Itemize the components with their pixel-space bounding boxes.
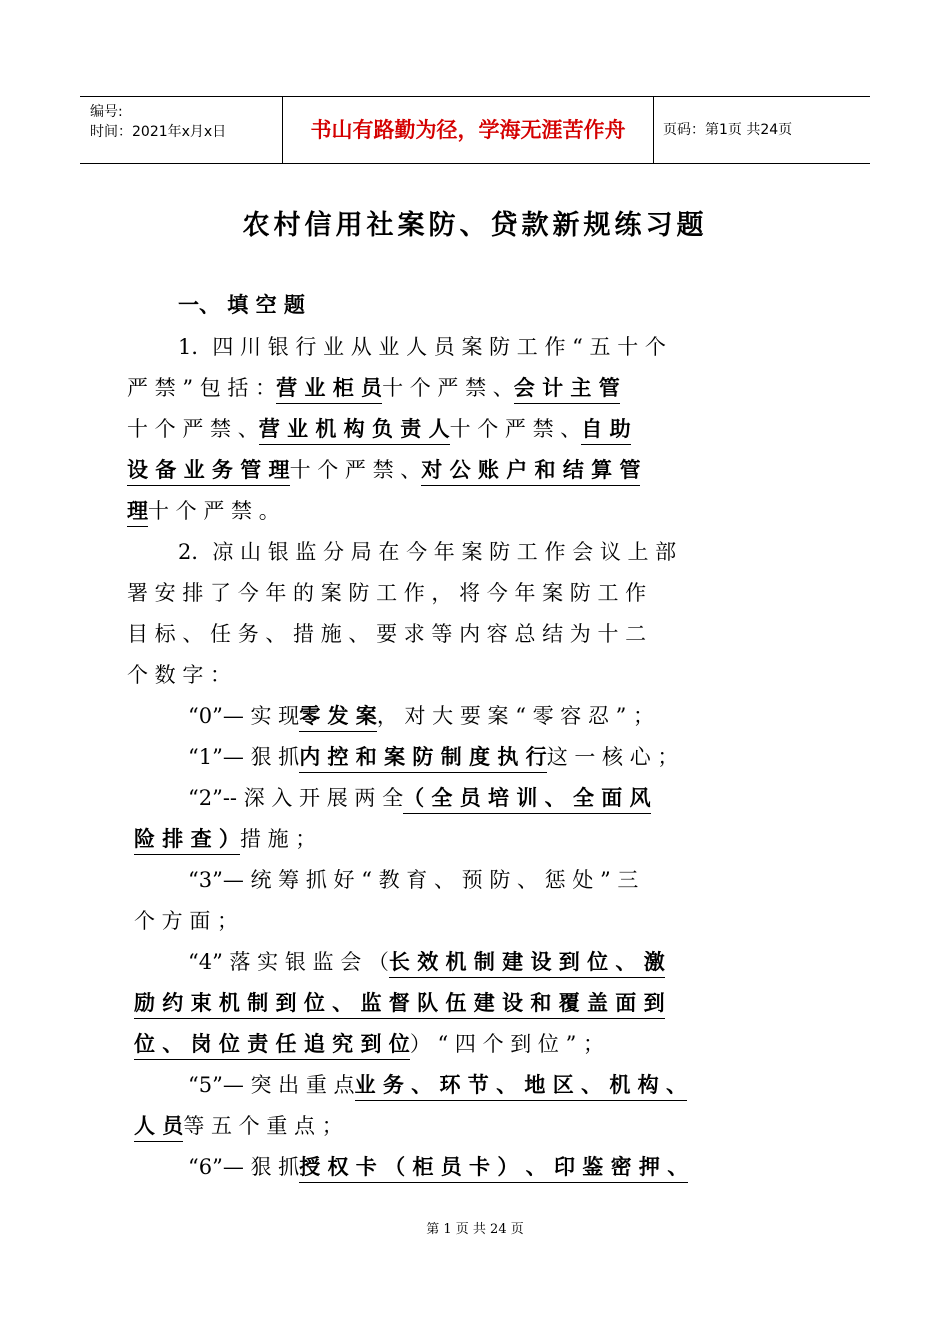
q1-answer-equipment: 设 备 业 务 管 理	[127, 455, 290, 486]
item-answer: （ 全 员 培 训 、 全 面 风	[403, 783, 651, 814]
item-answer: 业 务 、 环 节 、 地 区 、 机 构 、	[355, 1070, 687, 1101]
item-text: 这 一 核 心 ；	[546, 745, 679, 769]
item-answer: 长 效 机 制 建 设 到 位 、 激	[389, 947, 665, 978]
page-footer: 第 1 页 共 24 页	[426, 1222, 524, 1237]
item-answer: 励 约 束 机 制 到 位 、 监 督 队 伍 建 设 和 覆 盖 面 到	[134, 988, 665, 1019]
q1-answer-accounts: 对 公 账 户 和 结 算 管	[421, 455, 640, 486]
item-answer: 人 员	[134, 1111, 183, 1142]
header-page-info	[653, 97, 870, 163]
item-answer: 授 权 卡 （ 柜 员 卡 ） 、 印 鉴 密 押 、	[299, 1152, 688, 1183]
item-5	[188, 1070, 687, 1100]
item-text: “2”-- 深 入 开 展 两 全	[188, 786, 404, 810]
header-meta	[80, 97, 282, 163]
item-text: ） “ 四 个 到 位 ” ；	[409, 1032, 605, 1056]
q1-line-5	[127, 496, 280, 526]
item-text: “4” 落 实 银 监 会 （	[188, 950, 389, 974]
document-title: 农村信用社案防、贷款新规练习题	[242, 210, 708, 241]
item-text: “6”— 狠 抓	[188, 1155, 300, 1179]
item-4-cont-1	[134, 988, 665, 1018]
item-0	[188, 701, 654, 731]
q1-answer-self-service: 自 助	[581, 414, 630, 445]
item-3: “3”— 统 筹 抓 好 “ 教 育 、 预 防 、 惩 处 ” 三	[188, 868, 639, 892]
item-answer: 零 发 案	[299, 701, 377, 732]
item-1	[188, 742, 678, 772]
item-4	[188, 947, 665, 977]
item-text: “5”— 突 出 重 点	[188, 1073, 355, 1097]
item-text: ， 对 大 要 案 “ 零 容 忍 ” ；	[376, 704, 655, 728]
q1-text: 十 个 严 禁 、	[449, 417, 582, 441]
header-motto: 书山有路勤为径，学海无涯苦作舟	[282, 97, 654, 163]
q1-text: 严 禁 ” 包 括 ：	[127, 376, 277, 400]
item-text: 措 施 ；	[239, 827, 317, 851]
number-label: 编号:	[90, 104, 123, 120]
q1-text: 十 个 严 禁 、	[289, 458, 422, 482]
q2-line-2: 署 安 排 了 今 年 的 案 防 工 作 ， 将 今 年 案 防 工 作	[127, 581, 647, 605]
q1-line-3	[127, 414, 631, 444]
q1-answer-accounting: 会 计 主 管	[514, 373, 620, 404]
page-info-text: 页码：第1页 共24页	[663, 122, 793, 138]
document-header	[80, 96, 870, 164]
item-4-cont-2	[134, 1029, 604, 1059]
q1-answer-branch-head: 营 业 机 构 负 责 人	[259, 414, 450, 445]
item-text: 等 五 个 重 点 ；	[183, 1114, 343, 1138]
item-6	[188, 1152, 688, 1182]
item-text: “0”— 实 现	[188, 704, 300, 728]
item-2	[188, 783, 651, 813]
q1-text: 十 个 严 禁 、	[382, 376, 514, 400]
q1-answer-management: 理	[127, 496, 148, 527]
item-answer: 险 排 查 ）	[134, 824, 240, 855]
item-2-cont	[134, 824, 316, 854]
q1-line-4	[127, 455, 640, 485]
time-label: 时间：2021年x月x日	[90, 124, 227, 140]
q1-line-2	[127, 373, 620, 403]
q1-text: 十 个 严 禁 。	[148, 499, 280, 523]
q2-line-1: 2．凉 山 银 监 分 局 在 今 年 案 防 工 作 会 议 上 部	[178, 540, 677, 564]
item-text: “1”— 狠 抓	[188, 745, 300, 769]
section-heading: 一、 填 空 题	[178, 293, 305, 317]
item-answer: 位 、 岗 位 责 任 追 究 到 位	[134, 1029, 410, 1060]
item-3-cont: 个 方 面 ；	[134, 909, 239, 933]
q1-line-1: 1．四 川 银 行 业 从 业 人 员 案 防 工 作 “ 五 十 个	[178, 335, 666, 359]
q2-line-4: 个 数 字 ：	[127, 663, 232, 687]
q2-line-3: 目 标 、 任 务 、 措 施 、 要 求 等 内 容 总 结 为 十 二	[127, 622, 647, 646]
q1-answer-teller: 营 业 柜 员	[276, 373, 382, 404]
q1-text: 十 个 严 禁 、	[127, 417, 259, 441]
item-5-cont	[134, 1111, 343, 1141]
item-answer: 内 控 和 案 防 制 度 执 行	[299, 742, 547, 773]
